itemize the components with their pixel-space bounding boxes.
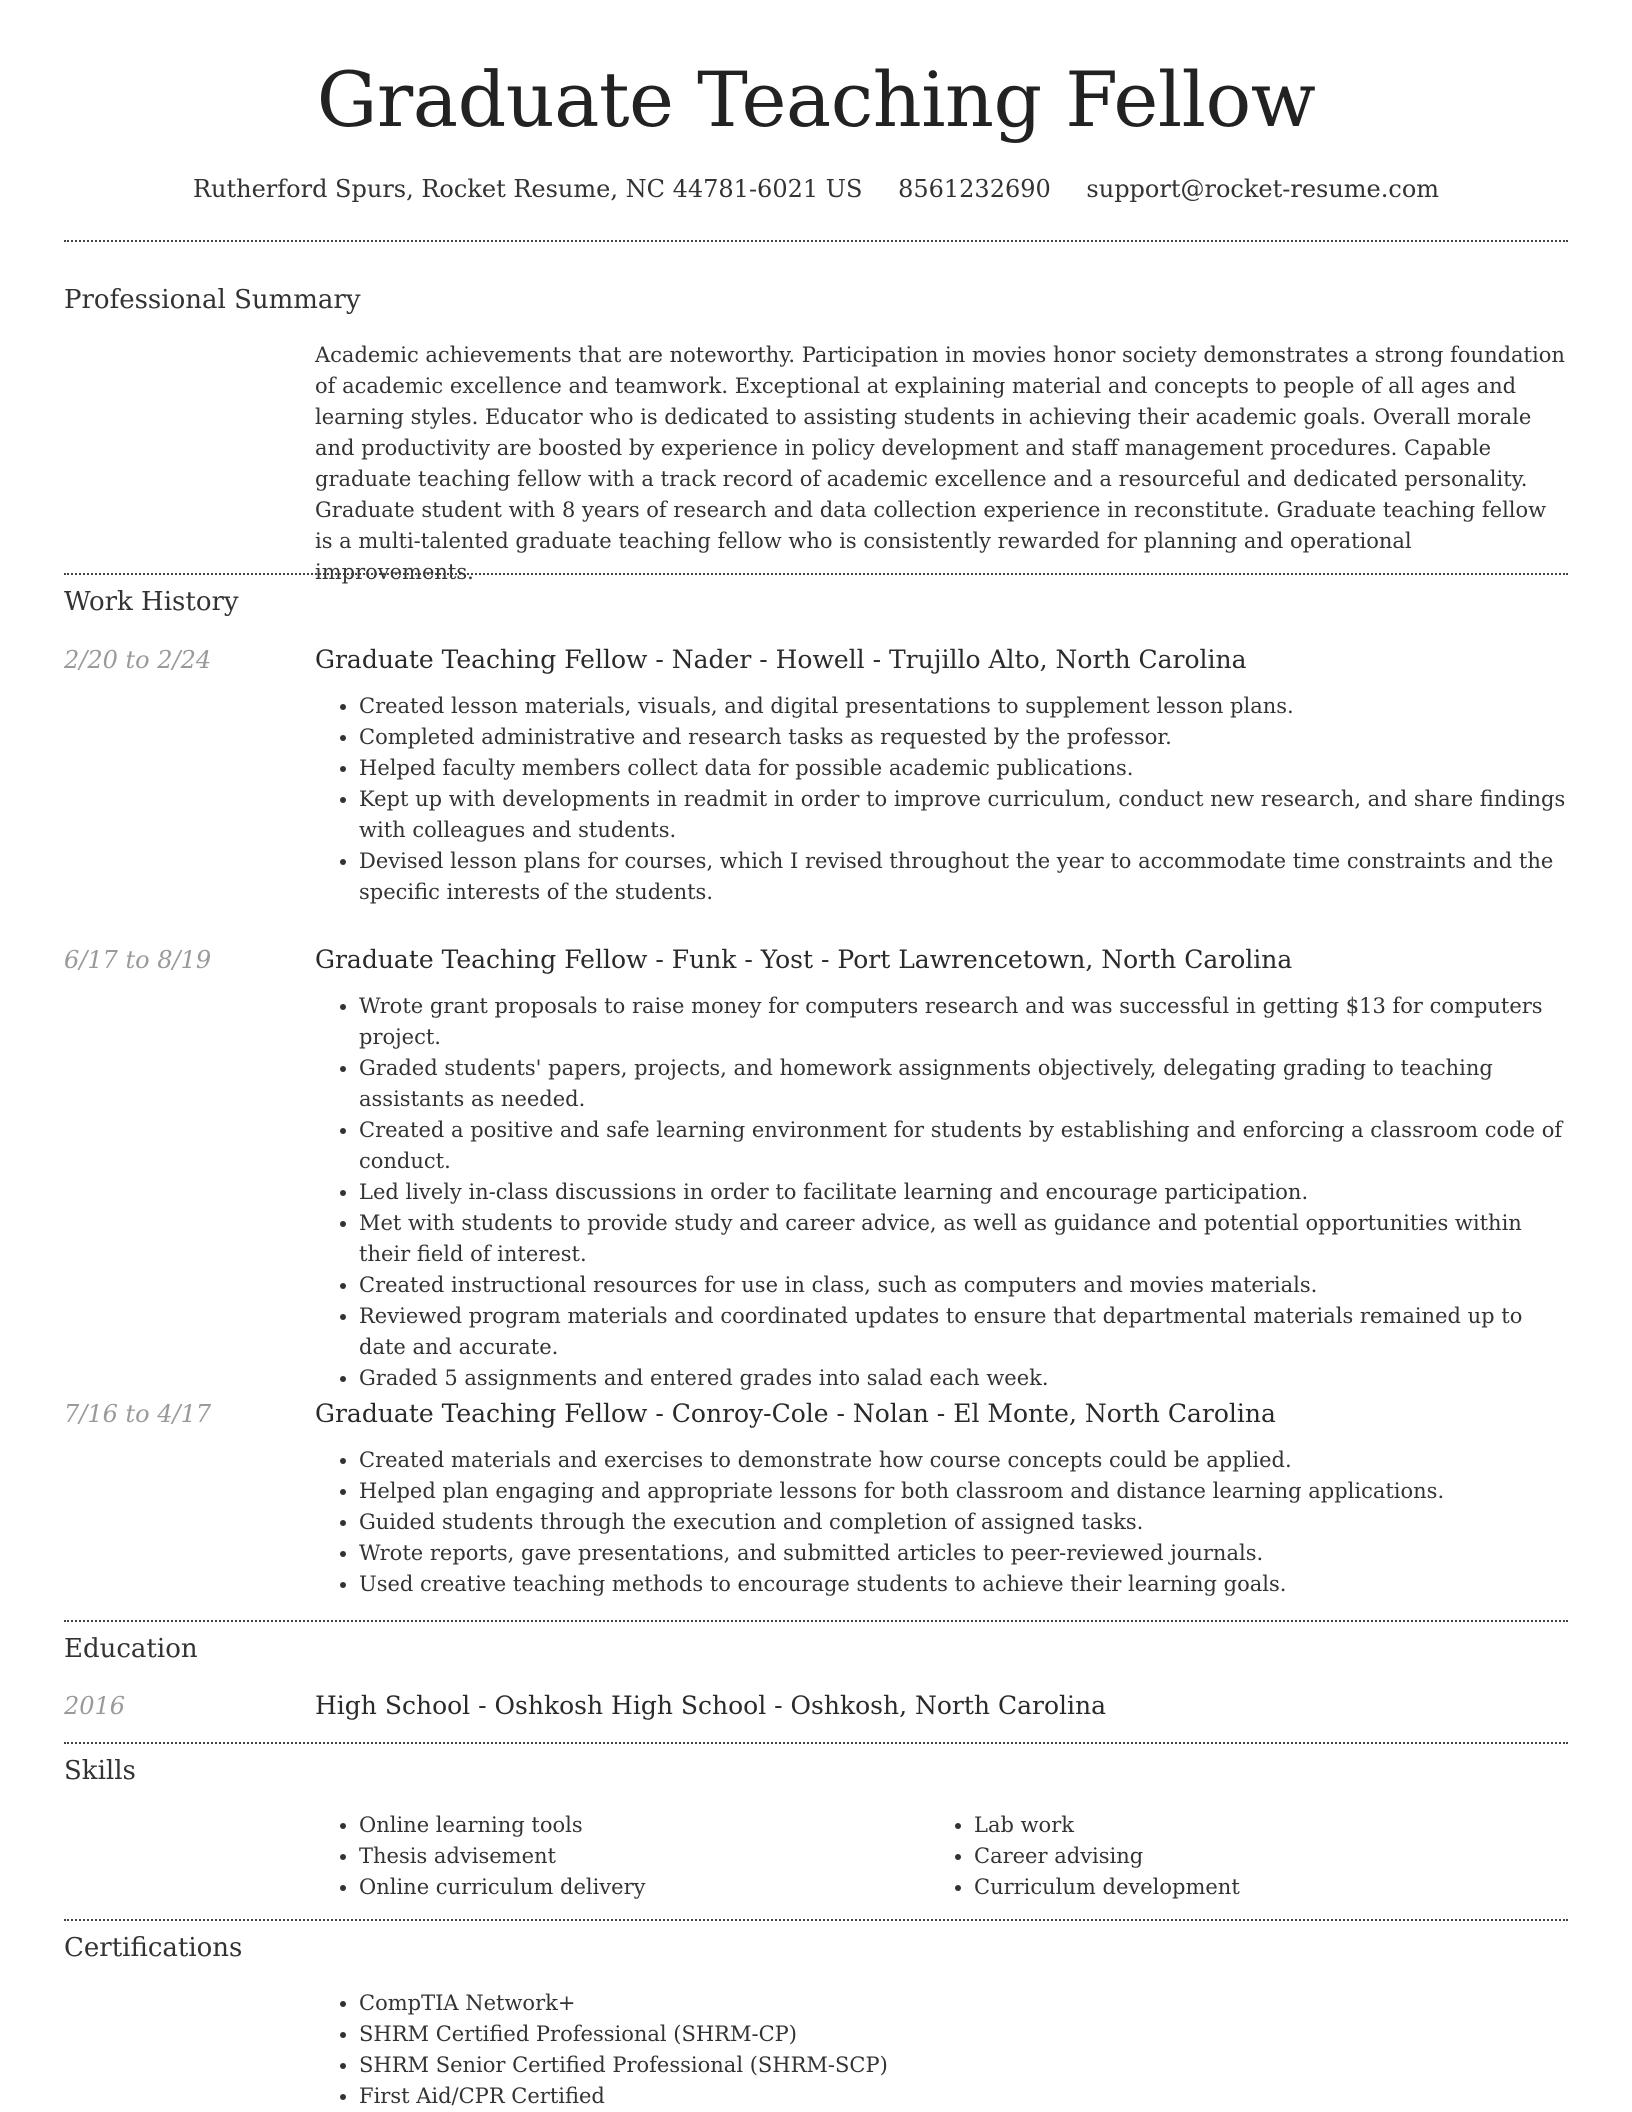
job-title: Graduate Teaching Fellow - Funk - Yost - Port Lawrencetown, North Carolina [315, 945, 1293, 974]
summary-text: Academic achievements that are noteworthy. Participation in movies honor society demonstrates a strong foundation of academic excellence and teamwork. Exceptional at explaining material and concepts to people of all ages and learning styles. Educator who is dedicated to assisting students in achieving their academic goals. Overall morale and productivity are boosted by experience in policy development and staff management procedures. Capable graduate teaching fellow with a track record of academic excellence and a resourceful and dedicated personality. Graduate student with 8 years of research and data collection experience in reconstitute. Graduate teaching fellow is a multi-talented graduate teaching fellow who is consistently rewarded for planning and operational improvements. [315, 343, 1565, 584]
resume-title: Graduate Teaching Fellow [316, 55, 1316, 144]
summary-block [315, 340, 1568, 588]
certifications-list [315, 1988, 1568, 2112]
skill-item: • Online curriculum delivery [359, 1872, 919, 1903]
skills-block [315, 1810, 1568, 1910]
job-bullet: • Graded 5 assignments and entered grades into salad each week. [359, 1363, 1568, 1394]
education-entry [315, 1689, 1568, 1723]
job-bullet: • Devised lesson plans for courses, which I revised throughout the year to accommodate time constraints and the specific interests of the students. [359, 846, 1568, 908]
job-bullet: • Completed administrative and research tasks as requested by the professor. [359, 722, 1568, 753]
job-entry [315, 643, 1568, 908]
skill-item: • Lab work [974, 1810, 1574, 1841]
job-bullet: • Wrote reports, gave presentations, and submitted articles to peer-reviewed journals. [359, 1538, 1568, 1569]
job-bullets [315, 991, 1568, 1394]
job-bullets [315, 691, 1568, 908]
job-bullet: • Helped faculty members collect data for possible academic publications. [359, 753, 1568, 784]
job-bullets [315, 1445, 1568, 1600]
skill-item: • Career advising [974, 1841, 1574, 1872]
job-bullet: • Kept up with developments in readmit in order to improve curriculum, conduct new research, and share findings with colleagues and students. [359, 784, 1568, 846]
contact-address: Rutherford Spurs, Rocket Resume, NC 44781-6021 US [192, 175, 863, 203]
certification-item: • First Aid/CPR Certified [359, 2081, 1568, 2112]
job-dates: 7/16 to 4/17 [64, 1400, 212, 1428]
section-divider [64, 1919, 1568, 1921]
section-divider [64, 1742, 1568, 1744]
certification-item: • SHRM Certified Professional (SHRM-CP) [359, 2019, 1568, 2050]
job-bullet: • Created a positive and safe learning environment for students by establishing and enforcing a classroom code of conduct. [359, 1115, 1568, 1177]
certification-item: • SHRM Senior Certified Professional (SHRM-SCP) [359, 2050, 1568, 2081]
education-heading: Education [64, 1634, 198, 1664]
job-bullet: • Used creative teaching methods to encourage students to achieve their learning goals. [359, 1569, 1568, 1600]
skill-item: • Online learning tools [359, 1810, 919, 1841]
job-bullet: • Led lively in-class discussions in order to facilitate learning and encourage participation. [359, 1177, 1568, 1208]
skill-item: • Curriculum development [974, 1872, 1574, 1903]
job-bullet: • Guided students through the execution and completion of assigned tasks. [359, 1507, 1568, 1538]
certifications-block [315, 1988, 1568, 2112]
section-divider [64, 240, 1568, 242]
job-entry [315, 943, 1568, 1394]
job-bullet: • Helped plan engaging and appropriate lessons for both classroom and distance learning applications. [359, 1476, 1568, 1507]
job-dates: 6/17 to 8/19 [64, 946, 212, 974]
section-divider [64, 573, 1568, 575]
education-text: High School - Oshkosh High School - Oshkosh, North Carolina [315, 1691, 1106, 1720]
contact-line [64, 170, 1568, 208]
job-dates: 2/20 to 2/24 [64, 646, 212, 674]
contact-phone: 8561232690 [898, 175, 1051, 203]
certification-item: • CompTIA Network+ [359, 1988, 1568, 2019]
certifications-heading: Certifications [64, 1933, 243, 1963]
education-year: 2016 [64, 1692, 126, 1720]
contact-email: support@rocket-resume.com [1086, 175, 1440, 203]
job-bullet: • Created lesson materials, visuals, and digital presentations to supplement lesson plans. [359, 691, 1568, 722]
skills-column [930, 1810, 1574, 1903]
job-bullet: • Graded students' papers, projects, and homework assignments objectively, delegating grading to teaching assistants as needed. [359, 1053, 1568, 1115]
job-bullet: • Reviewed program materials and coordinated updates to ensure that departmental materials remained up to date and accurate. [359, 1301, 1568, 1363]
job-title: Graduate Teaching Fellow - Nader - Howell - Trujillo Alto, North Carolina [315, 645, 1247, 674]
skill-item: • Thesis advisement [359, 1841, 919, 1872]
job-bullet: • Met with students to provide study and career advice, as well as guidance and potential opportunities within their field of interest. [359, 1208, 1568, 1270]
job-bullet: • Created instructional resources for use in class, such as computers and movies materials. [359, 1270, 1568, 1301]
job-entry [315, 1397, 1568, 1600]
job-bullet: • Wrote grant proposals to raise money for computers research and was successful in getting $13 for computers project. [359, 991, 1568, 1053]
summary-heading: Professional Summary [64, 285, 361, 315]
job-bullet: • Created materials and exercises to demonstrate how course concepts could be applied. [359, 1445, 1568, 1476]
skills-column [315, 1810, 919, 1903]
section-divider [64, 1620, 1568, 1622]
work-heading: Work History [64, 587, 239, 617]
skills-heading: Skills [64, 1756, 136, 1786]
job-title: Graduate Teaching Fellow - Conroy-Cole - Nolan - El Monte, North Carolina [315, 1399, 1276, 1428]
